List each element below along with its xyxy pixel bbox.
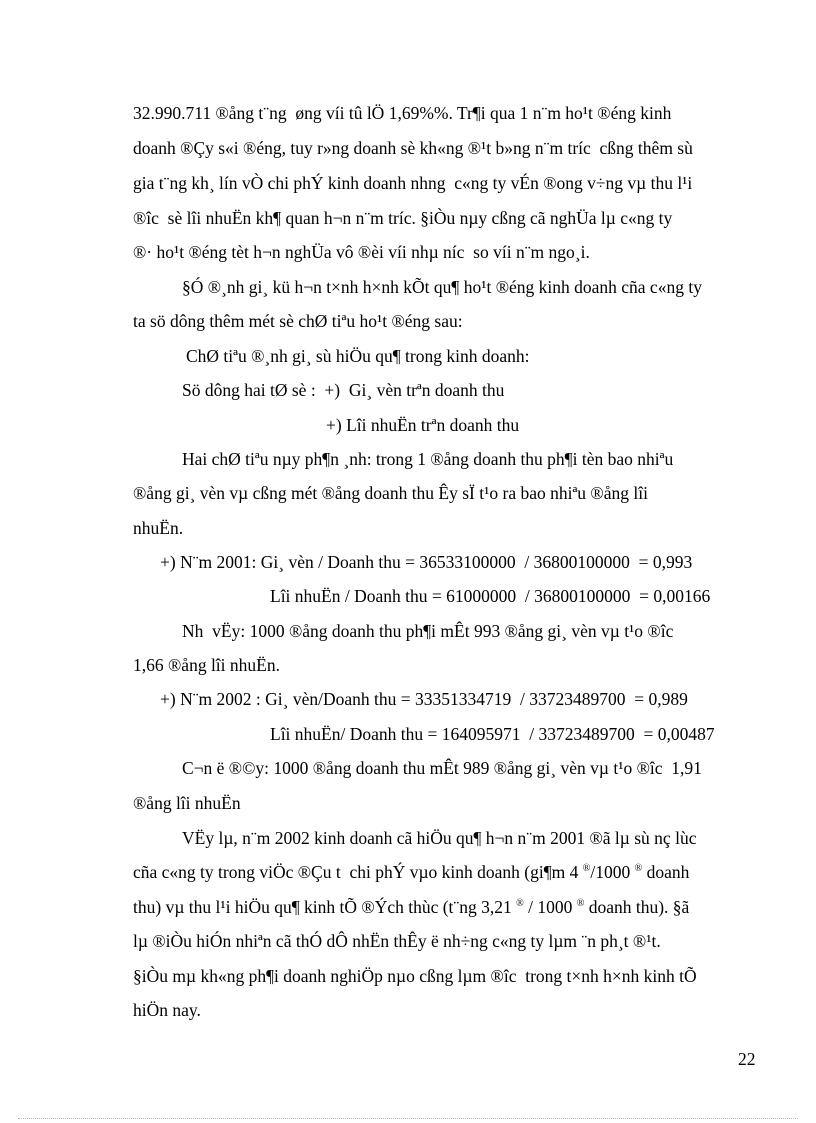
text-line: 32.990.711 ®ång t¨ng øng víi tû lÖ 1,69%%. Tr¶i qua 1 n¨m ho¹t ®éng kinh — [133, 103, 672, 123]
text-line: §Ó ®¸nh gi¸ kü h¬n t×nh h×nh kÕt qu¶ ho¹t ®éng kinh doanh cña c«ng ty — [182, 277, 702, 297]
text-line: 1,66 ®ång lîi nhuËn. — [133, 655, 280, 675]
ratio-line: Sö dông hai tØ sè : +) Gi¸ vèn trªn doanh thu — [182, 380, 505, 400]
page-number: 22 — [738, 1049, 756, 1069]
text-run: thu) vµ thu l¹i hiÖu qu¶ kinh tÕ ®Ých thùc (t¨ng 3,21 — [133, 897, 517, 917]
text-run: doanh thu). §ã — [584, 897, 690, 917]
text-line: ta sö dông thêm mét sè chØ tiªu ho¹t ®éng sau: — [133, 311, 463, 331]
text-line: Hai chØ tiªu nµy ph¶n ¸nh: trong 1 ®ång doanh thu ph¶i tèn bao nhiªu — [182, 449, 674, 469]
text-run: doanh — [642, 862, 690, 882]
superscript-mark: ® — [576, 898, 585, 909]
text-line: hiÖn nay. — [133, 1000, 201, 1020]
text-line: ®îc sè lîi nhuËn kh¶ quan h¬n n¨m tríc. §iÒu nµy cßng cã nghÜa lµ c«ng ty — [133, 208, 673, 228]
text-run: cña c«ng ty trong viÖc ®Çu t chi phÝ vµo kinh doanh (gi¶m 4 — [133, 862, 583, 882]
text-line: ®ång lîi nhuËn — [133, 793, 241, 813]
text-run: /1000 — [590, 862, 635, 882]
calc-line-2001: Lîi nhuËn / Doanh thu = 61000000 / 36800100000 = 0,00166 — [270, 586, 711, 606]
calc-line-2002: +) N¨m 2002 : Gi¸ vèn/Doanh thu = 33351334719 / 33723489700 = 0,989 — [160, 689, 688, 709]
text-line: ®· ho¹t ®éng tèt h¬n nghÜa vô ®èi víi nhµ níc so víi n¨m ngo¸i. — [133, 242, 590, 262]
calc-line-2001: +) N¨m 2001: Gi¸ vèn / Doanh thu = 36533100000 / 36800100000 = 0,993 — [160, 552, 693, 572]
text-line — [133, 861, 689, 887]
text-line — [133, 896, 689, 922]
footer-divider — [18, 1118, 798, 1119]
text-line: ®ång gi¸ vèn vµ cßng mét ®ång doanh thu Êy sÏ t¹o ra bao nhiªu ®ång lîi — [133, 483, 648, 503]
text-run: / 1000 — [523, 897, 577, 917]
superscript-mark: ® — [634, 863, 643, 874]
text-line: doanh ®Çy s«i ®éng, tuy r»ng doanh sè kh«ng ®¹t b»ng n¨m tríc cßng thêm sù — [133, 138, 693, 158]
superscript-mark: ® — [582, 863, 591, 874]
text-line: VËy lµ, n¨m 2002 kinh doanh cã hiÖu qu¶ h¬n n¨m 2001 ®ã lµ sù nç lùc — [182, 828, 697, 848]
criteria-heading: ChØ tiªu ®¸nh gi¸ sù hiÖu qu¶ trong kinh doanh: — [186, 346, 530, 366]
superscript-mark: ® — [516, 898, 524, 909]
ratio-line: +) Lîi nhuËn trªn doanh thu — [326, 415, 520, 435]
text-line: nhuËn. — [133, 518, 184, 538]
text-line: lµ ®iÒu hiÓn nhiªn cã thÓ dÔ nhËn thÊy ë nh÷ng c«ng ty lµm ¨n ph¸t ®¹t. — [133, 931, 661, 951]
calc-line-2002: Lîi nhuËn/ Doanh thu = 164095971 / 33723489700 = 0,00487 — [270, 724, 715, 744]
text-line: gia t¨ng kh¸ lín vÒ chi phÝ kinh doanh nhng c«ng ty vÉn ®ong v÷ng vµ thu l¹i — [133, 173, 693, 193]
text-line: §iÒu mµ kh«ng ph¶i doanh nghiÖp nµo cßng lµm ®îc trong t×nh h×nh kinh tÕ — [133, 966, 697, 986]
text-line: C¬n ë ®©y: 1000 ®ång doanh thu mÊt 989 ®ång gi¸ vèn vµ t¹o ®îc 1,91 — [182, 758, 702, 778]
text-line: Nh vËy: 1000 ®ång doanh thu ph¶i mÊt 993 ®ång gi¸ vèn vµ t¹o ®îc — [182, 621, 674, 641]
